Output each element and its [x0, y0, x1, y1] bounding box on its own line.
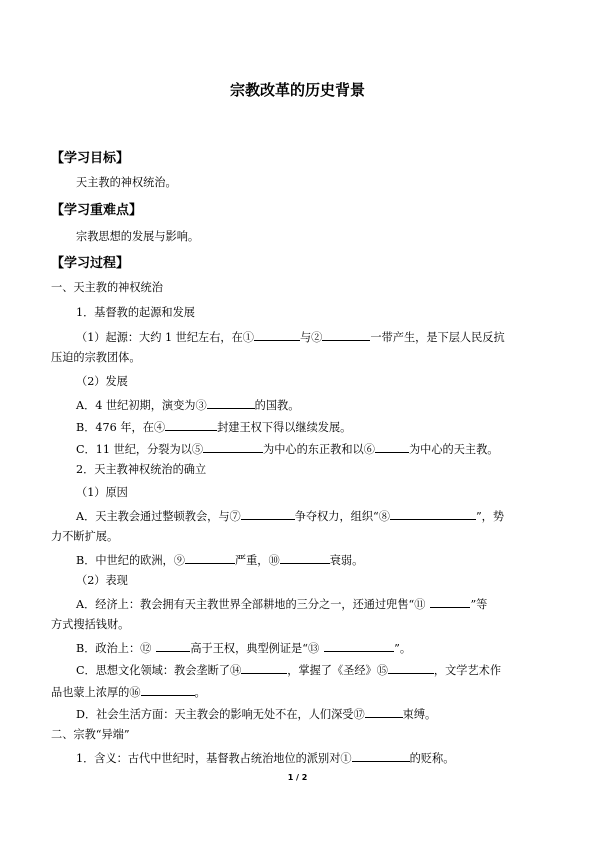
blank-15[interactable]: [388, 662, 434, 674]
heading-objectives: 【学习目标】: [51, 151, 130, 166]
reason-a-line: [76, 508, 504, 524]
blank-3[interactable]: [207, 397, 255, 409]
text: A．天主教会通过整顿教会，与⑦: [76, 510, 241, 523]
blank-s2-1[interactable]: [352, 750, 410, 762]
text: C．11 世纪，分裂为以⑤: [76, 443, 204, 456]
section-2-1-line: [76, 750, 454, 766]
heading-key-points: 【学习重难点】: [51, 203, 143, 218]
dev-c-line: [76, 441, 498, 457]
text: A．4 世纪初期，演变为③: [76, 399, 207, 412]
text: （1）起源：大约 1 世纪左右，在①: [76, 331, 254, 344]
origin-line: [76, 329, 505, 345]
page-number: 1 / 2: [287, 773, 308, 782]
manifest-b-line: [76, 640, 411, 656]
blank-5[interactable]: [203, 441, 263, 453]
text: 高于王权，典型例证是“⑬: [190, 642, 320, 655]
blank-1[interactable]: [254, 329, 300, 341]
text: B．政治上：⑫: [76, 642, 152, 655]
reason-a-line-cont: 力不断扩展。: [51, 530, 119, 543]
text: 1．含义：古代中世纪时，基督教占统治地位的派别对①: [76, 752, 352, 765]
text: 严重，⑩: [234, 554, 280, 567]
key-points-text: 宗教思想的发展与影响。: [76, 230, 200, 243]
text: B．476 年，在④: [76, 421, 166, 434]
manifest-d-line: [76, 706, 436, 722]
text: ，掌握了《圣经》⑮: [287, 664, 388, 677]
blank-14[interactable]: [241, 662, 287, 674]
text: 束缚。: [402, 708, 437, 721]
manifest-c-line-cont: [51, 684, 206, 700]
blank-2[interactable]: [322, 329, 370, 341]
dev-a-line: [76, 397, 299, 413]
dev-b-line: [76, 419, 351, 435]
objectives-text: 天主教的神权统治。: [76, 176, 177, 189]
text: 为中心的东正教和以⑥: [263, 443, 375, 456]
origin-line-cont: 压迫的宗教团体。: [51, 351, 141, 364]
blank-11[interactable]: [430, 596, 470, 608]
section-1-title: 一、天主教的神权统治: [51, 281, 163, 294]
text: 与②: [299, 331, 323, 344]
text: 一带产生，是下层人民反抗: [370, 331, 505, 344]
blank-17[interactable]: [365, 706, 403, 718]
text: 为中心的天主教。: [408, 443, 499, 456]
text: C．思想文化领域：教会垄断了⑭: [76, 664, 242, 677]
text: ，文学艺术作: [433, 664, 502, 677]
reason-b-line: [76, 552, 363, 568]
text: 衰弱。: [329, 554, 364, 567]
section-1-1-title: 1．基督教的起源和发展: [76, 306, 195, 319]
section-2-title: 二、宗教“异端”: [51, 728, 130, 741]
page-title: 宗教改革的历史背景: [229, 81, 365, 99]
development-label: （2）发展: [76, 375, 128, 388]
manifest-a-line-cont: 方式搜括钱财。: [51, 618, 130, 631]
text: ”，势: [475, 510, 505, 523]
text: B．中世纪的欧洲，⑨: [76, 554, 185, 567]
text: 封建王权下得以继续发展。: [217, 421, 352, 434]
blank-8[interactable]: [390, 508, 476, 520]
blank-16[interactable]: [141, 684, 195, 696]
manifest-a-line: [76, 596, 487, 612]
blank-6[interactable]: [375, 441, 409, 453]
manifest-c-line: [76, 662, 501, 678]
blank-4[interactable]: [165, 419, 217, 431]
blank-13[interactable]: [324, 640, 394, 652]
text: ”。: [394, 642, 412, 655]
text: 品也蒙上浓厚的⑯: [51, 686, 141, 699]
text: 的国教。: [254, 399, 300, 412]
blank-7[interactable]: [241, 508, 295, 520]
heading-process: 【学习过程】: [51, 256, 130, 271]
blank-9[interactable]: [185, 552, 235, 564]
text: D．社会生活方面：天主教会的影响无处不在，人们深受⑰: [76, 708, 365, 721]
text: ”等: [470, 598, 488, 611]
section-1-2-title: 2．天主教神权统治的确立: [76, 463, 207, 476]
text: 的贬称。: [409, 752, 455, 765]
text: 争夺权力，组织“⑧: [294, 510, 390, 523]
blank-10[interactable]: [280, 552, 330, 564]
blank-12[interactable]: [156, 640, 190, 652]
reason-label: （1）原因: [76, 486, 128, 499]
manifestation-label: （2）表现: [76, 574, 128, 587]
text: 。: [194, 686, 206, 699]
text: A．经济上：教会拥有天主教世界全部耕地的三分之一，还通过兜售“⑪: [76, 598, 426, 611]
